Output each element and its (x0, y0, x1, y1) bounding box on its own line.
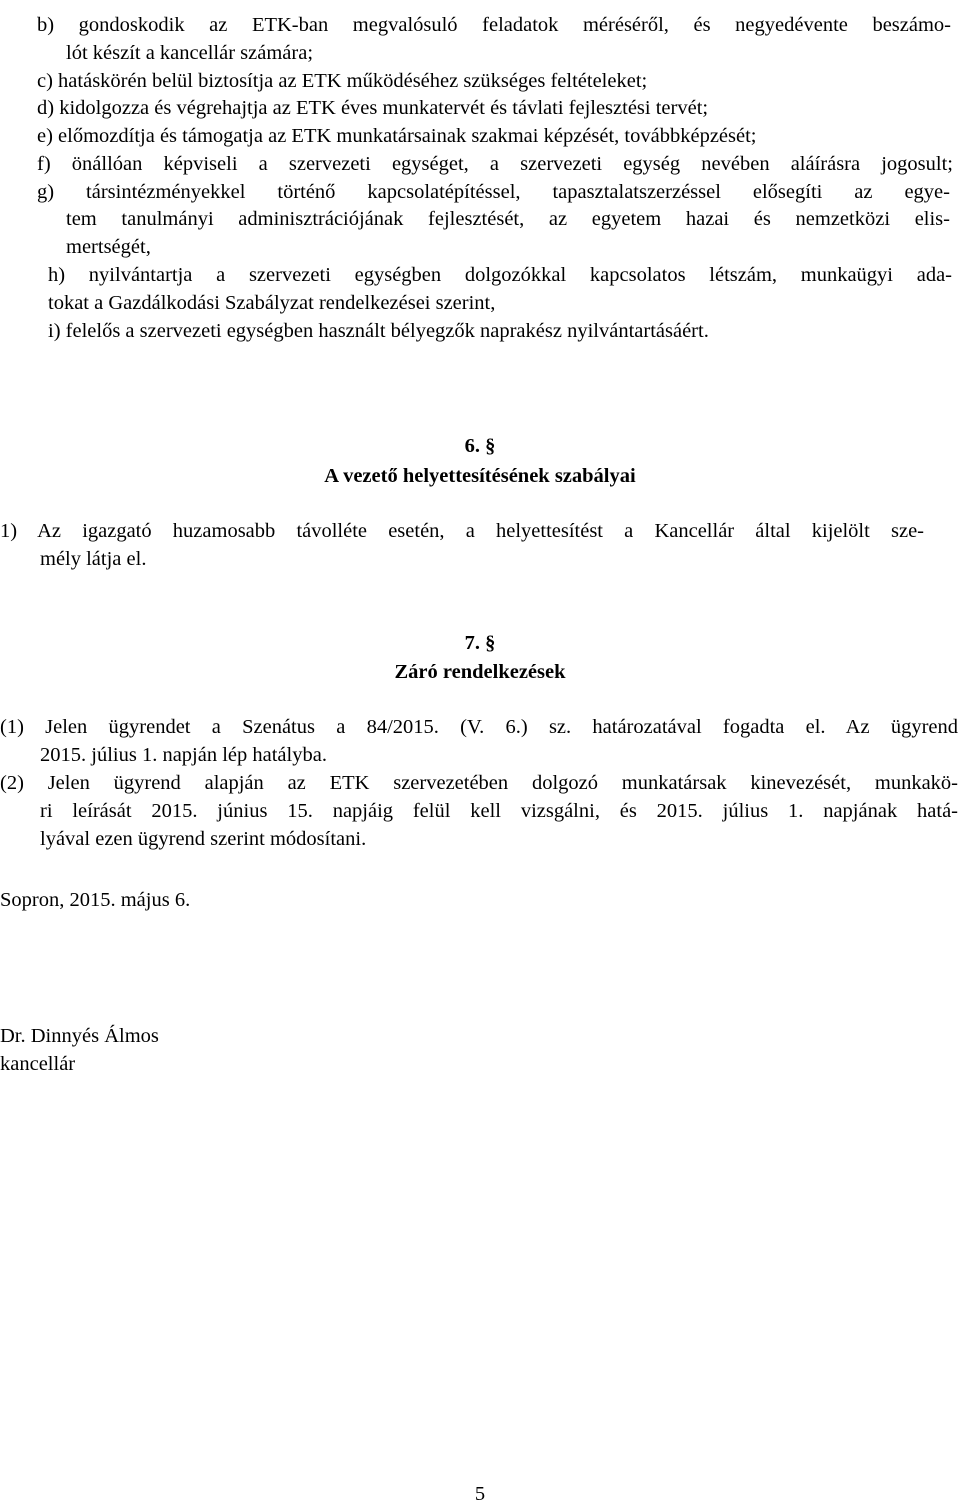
signer-name: Dr. Dinnyés Álmos (0, 1025, 159, 1047)
section-7-title: Záró rendelkezések (394, 661, 566, 683)
list-item-e: e) előmozdítja és támogatja az ETK munkatársainak szakmai képzését, továbbképzését; (37, 125, 757, 147)
section-7-paragraph-2-line2: ri leírását 2015. június 15. napjáig felül kell vizsgálni, és 2015. július 1. napjának hatá- (40, 800, 958, 822)
section-7-paragraph-1-line1: (1) Jelen ügyrendet a Szenátus a 84/2015. (V. 6.) sz. határozatával fogadta el. Az ügyrend (0, 716, 958, 738)
section-6-paragraph-1-line1: 1) Az igazgató huzamosabb távolléte esetén, a helyettesítést a Kancellár által kijelölt sze- (0, 520, 924, 542)
list-item-d: d) kidolgozza és végrehajtja az ETK éves munkatervét és távlati fejlesztési tervét; (37, 97, 709, 119)
list-item-g-line1: g) társintézményekkel történő kapcsolatépítéssel, tapasztalatszerzéssel elősegíti az egye- (37, 181, 950, 203)
section-7-paragraph-1-line2: 2015. július 1. napján lép hatályba. (40, 744, 327, 766)
section-7-paragraph-2-line1: (2) Jelen ügyrend alapján az ETK szervezetében dolgozó munkatársak kinevezését, munkakö- (0, 772, 958, 794)
list-item-i: i) felelős a szervezeti egységben használt bélyegzők naprakész nyilvántartásáért. (48, 320, 709, 342)
signer-title: kancellár (0, 1053, 76, 1075)
list-item-g-line2: tem tanulmányi adminisztrációjának fejlesztését, az egyetem hazai és nemzetközi elis- (66, 208, 950, 230)
page-number: 5 (474, 1483, 486, 1505)
list-item-g-line3: mertségét, (66, 236, 151, 258)
section-symbol: § (485, 632, 496, 654)
section-6-paragraph-1-line2: mély látja el. (40, 548, 147, 570)
section-7-paragraph-2-line3: lyával ezen ügyrend szerint módosítani. (40, 828, 367, 850)
list-item-b-line2: lót készít a kancellár számára; (66, 42, 314, 64)
list-item-h-line1: h) nyilvántartja a szervezeti egységben dolgozókkal kapcsolatos létszám, munkaügyi ada- (48, 264, 952, 286)
list-item-h-line2: tokat a Gazdálkodási Szabályzat rendelkezései szerint, (48, 292, 496, 314)
place-and-date: Sopron, 2015. május 6. (0, 889, 191, 911)
list-item-b-line1: b) gondoskodik az ETK-ban megvalósuló feladatok méréséről, és negyedévente beszámo- (37, 14, 951, 36)
section-7-number (0, 633, 960, 654)
list-item-c: c) hatáskörén belül biztosítja az ETK működéséhez szükséges feltételeket; (37, 70, 648, 92)
list-item-f: f) önállóan képviseli a szervezeti egységet, a szervezeti egység nevében aláírásra jogosult; (37, 153, 953, 175)
section-6-number (0, 436, 960, 457)
section-6-title: A vezető helyettesítésének szabályai (324, 465, 636, 487)
section-7-number-text: 7. (464, 632, 480, 654)
section-6-number-text: 6. (464, 435, 480, 457)
section-symbol: § (485, 435, 496, 457)
